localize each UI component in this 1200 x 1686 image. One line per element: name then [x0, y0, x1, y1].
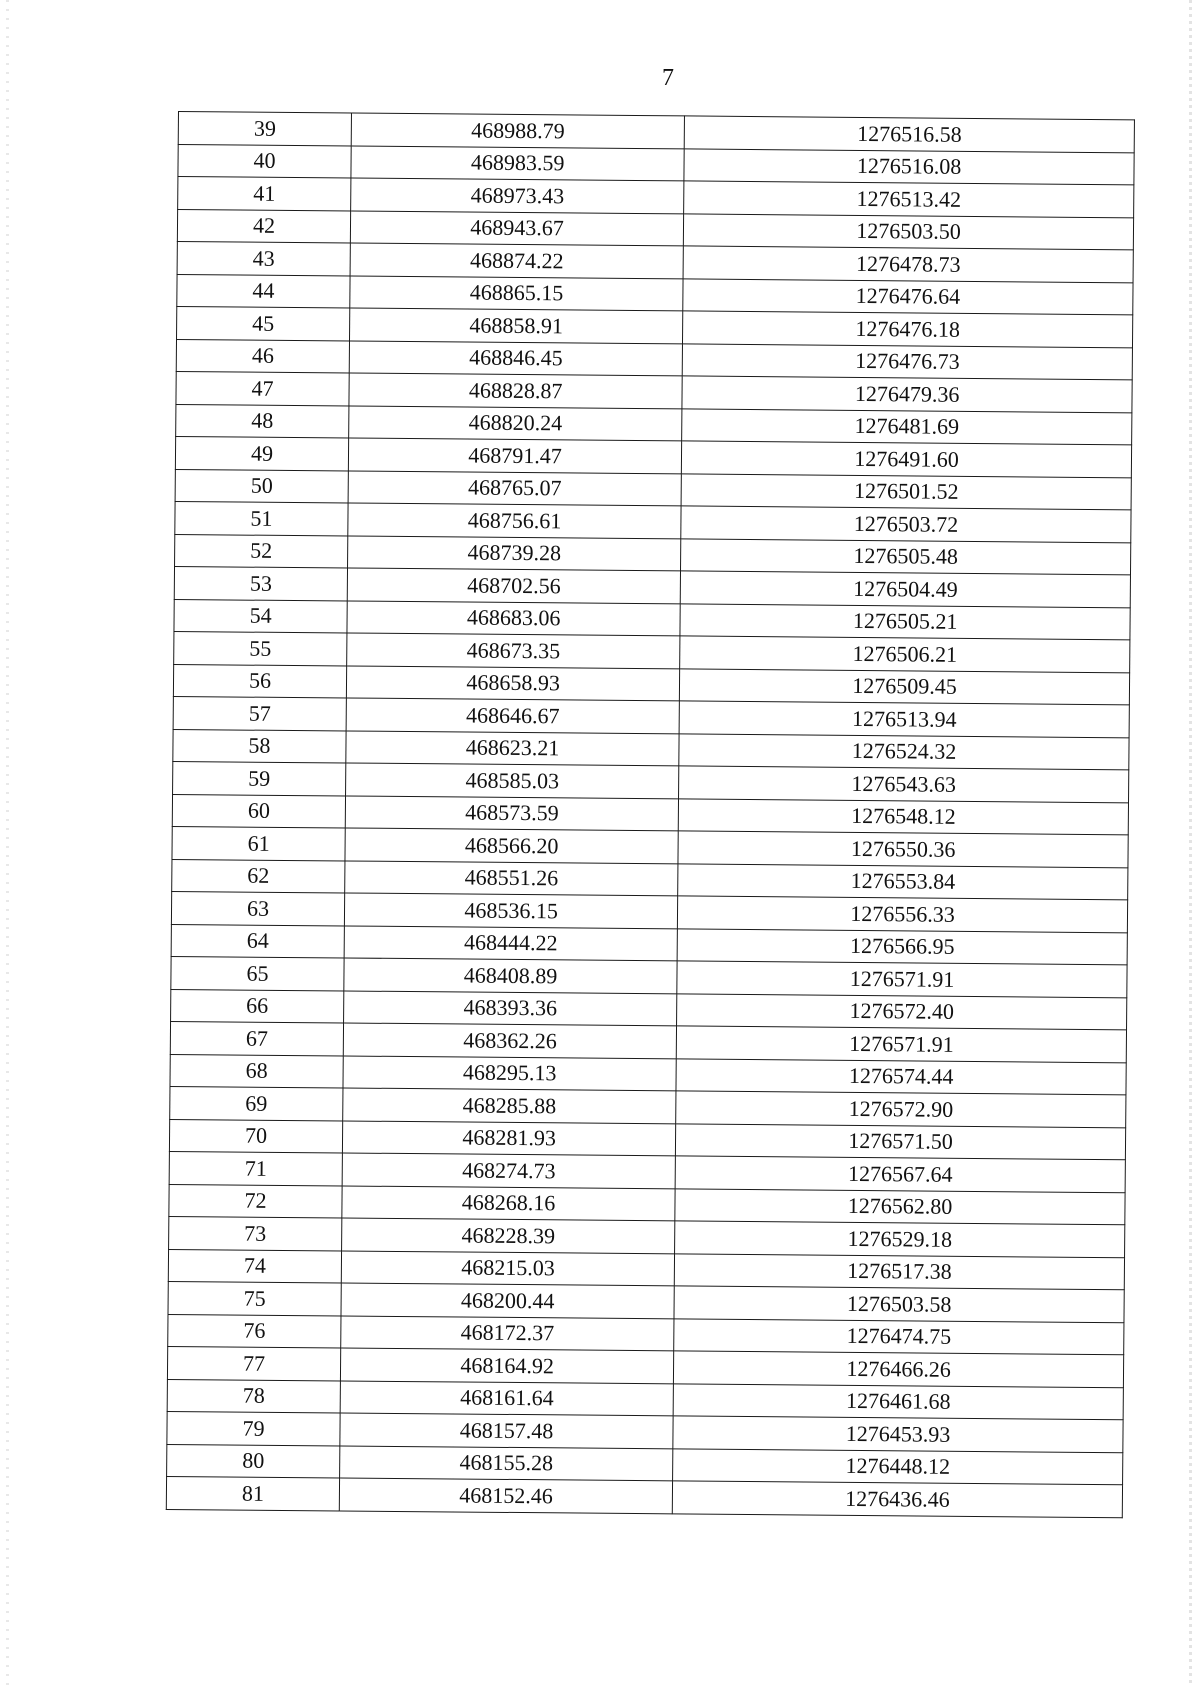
point-number-cell: 56: [173, 664, 346, 698]
point-number-cell: 59: [173, 761, 346, 795]
x-coordinate-cell: 468444.22: [344, 925, 677, 960]
y-coordinate-cell: 1276562.80: [675, 1188, 1125, 1224]
x-coordinate-cell: 468988.79: [351, 113, 684, 148]
point-number-cell: 52: [175, 534, 348, 568]
point-number-cell: 51: [175, 501, 348, 535]
y-coordinate-cell: 1276516.58: [684, 116, 1134, 152]
x-coordinate-cell: 468846.45: [349, 341, 682, 376]
y-coordinate-cell: 1276504.49: [680, 571, 1130, 607]
point-number-cell: 60: [172, 794, 345, 828]
x-coordinate-cell: 468739.28: [348, 535, 681, 570]
x-coordinate-cell: 468673.35: [347, 633, 680, 668]
y-coordinate-cell: 1276476.64: [683, 278, 1133, 314]
point-number-cell: 74: [168, 1249, 341, 1283]
point-number-cell: 67: [170, 1021, 343, 1055]
x-coordinate-cell: 468536.15: [344, 893, 677, 928]
y-coordinate-cell: 1276550.36: [678, 831, 1128, 867]
y-coordinate-cell: 1276503.72: [681, 506, 1131, 542]
point-number-cell: 47: [176, 371, 349, 405]
x-coordinate-cell: 468215.03: [341, 1250, 674, 1285]
y-coordinate-cell: 1276479.36: [682, 376, 1132, 412]
y-coordinate-cell: 1276529.18: [675, 1221, 1125, 1257]
point-number-cell: 63: [171, 891, 344, 925]
scan-edge-right: [1189, 0, 1192, 1686]
point-number-cell: 45: [177, 306, 350, 340]
y-coordinate-cell: 1276481.69: [682, 408, 1132, 444]
x-coordinate-cell: 468858.91: [350, 308, 683, 343]
x-coordinate-cell: 468828.87: [349, 373, 682, 408]
y-coordinate-cell: 1276543.63: [679, 766, 1129, 802]
y-coordinate-cell: 1276466.26: [674, 1351, 1124, 1387]
point-number-cell: 80: [167, 1444, 340, 1478]
y-coordinate-cell: 1276436.46: [672, 1481, 1122, 1517]
y-coordinate-cell: 1276567.64: [675, 1156, 1125, 1192]
y-coordinate-cell: 1276566.95: [677, 928, 1127, 964]
point-number-cell: 54: [174, 599, 347, 633]
x-coordinate-cell: 468683.06: [347, 600, 680, 635]
y-coordinate-cell: 1276571.91: [676, 1026, 1126, 1062]
y-coordinate-cell: 1276506.21: [680, 636, 1130, 672]
x-coordinate-cell: 468161.64: [340, 1380, 673, 1415]
x-coordinate-cell: 468172.37: [341, 1315, 674, 1350]
x-coordinate-cell: 468573.59: [345, 795, 678, 830]
point-number-cell: 79: [167, 1411, 340, 1445]
point-number-cell: 72: [169, 1184, 342, 1218]
x-coordinate-cell: 468566.20: [345, 828, 678, 863]
y-coordinate-cell: 1276513.42: [684, 181, 1134, 217]
point-number-cell: 61: [172, 826, 345, 860]
x-coordinate-cell: 468408.89: [344, 958, 677, 993]
x-coordinate-cell: 468393.36: [344, 990, 677, 1025]
point-number-cell: 44: [177, 274, 350, 308]
y-coordinate-cell: 1276553.84: [678, 863, 1128, 899]
point-number-cell: 76: [168, 1314, 341, 1348]
y-coordinate-cell: 1276524.32: [679, 733, 1129, 769]
y-coordinate-cell: 1276478.73: [683, 246, 1133, 282]
y-coordinate-cell: 1276503.50: [683, 213, 1133, 249]
x-coordinate-cell: 468983.59: [351, 146, 684, 181]
y-coordinate-cell: 1276476.18: [683, 311, 1133, 347]
point-number-cell: 57: [173, 696, 346, 730]
x-coordinate-cell: 468295.13: [343, 1055, 676, 1090]
x-coordinate-cell: 468646.67: [346, 698, 679, 733]
x-coordinate-cell: 468973.43: [351, 178, 684, 213]
y-coordinate-cell: 1276505.21: [680, 603, 1130, 639]
x-coordinate-cell: 468155.28: [340, 1445, 673, 1480]
point-number-cell: 58: [173, 729, 346, 763]
x-coordinate-cell: 468765.07: [348, 471, 681, 506]
x-coordinate-cell: 468551.26: [345, 860, 678, 895]
y-coordinate-cell: 1276548.12: [678, 798, 1128, 834]
y-coordinate-cell: 1276572.40: [677, 993, 1127, 1029]
y-coordinate-cell: 1276505.48: [681, 538, 1131, 574]
x-coordinate-cell: 468865.15: [350, 276, 683, 311]
point-number-cell: 68: [170, 1054, 343, 1088]
point-number-cell: 53: [174, 566, 347, 600]
x-coordinate-cell: 468285.88: [343, 1088, 676, 1123]
x-coordinate-cell: 468585.03: [346, 763, 679, 798]
y-coordinate-cell: 1276448.12: [673, 1448, 1123, 1484]
y-coordinate-cell: 1276513.94: [679, 701, 1129, 737]
x-coordinate-cell: 468157.48: [340, 1413, 673, 1448]
x-coordinate-cell: 468623.21: [346, 730, 679, 765]
x-coordinate-cell: 468943.67: [350, 211, 683, 246]
y-coordinate-cell: 1276453.93: [673, 1416, 1123, 1452]
point-number-cell: 55: [174, 631, 347, 665]
y-coordinate-cell: 1276491.60: [682, 441, 1132, 477]
y-coordinate-cell: 1276501.52: [681, 473, 1131, 509]
table-row: [166, 1476, 1122, 1517]
point-number-cell: 49: [175, 436, 348, 470]
x-coordinate-cell: 468658.93: [346, 665, 679, 700]
y-coordinate-cell: 1276517.38: [674, 1253, 1124, 1289]
point-number-cell: 39: [178, 112, 351, 146]
point-number-cell: 69: [170, 1086, 343, 1120]
point-number-cell: 41: [178, 177, 351, 211]
x-coordinate-cell: 468791.47: [348, 438, 681, 473]
y-coordinate-cell: 1276509.45: [680, 668, 1130, 704]
point-number-cell: 73: [169, 1216, 342, 1250]
coordinate-table-body: [166, 112, 1134, 1518]
x-coordinate-cell: 468228.39: [342, 1218, 675, 1253]
x-coordinate-cell: 468164.92: [341, 1348, 674, 1383]
point-number-cell: 77: [167, 1346, 340, 1380]
y-coordinate-cell: 1276503.58: [674, 1286, 1124, 1322]
point-number-cell: 64: [171, 924, 344, 958]
y-coordinate-cell: 1276516.08: [684, 148, 1134, 184]
point-number-cell: 43: [177, 241, 350, 275]
point-number-cell: 78: [167, 1379, 340, 1413]
y-coordinate-cell: 1276571.91: [677, 961, 1127, 997]
point-number-cell: 75: [168, 1281, 341, 1315]
y-coordinate-cell: 1276572.90: [676, 1091, 1126, 1127]
x-coordinate-cell: 468281.93: [342, 1120, 675, 1155]
point-number-cell: 46: [176, 339, 349, 373]
y-coordinate-cell: 1276461.68: [673, 1383, 1123, 1419]
x-coordinate-cell: 468152.46: [339, 1478, 672, 1513]
x-coordinate-cell: 468200.44: [341, 1283, 674, 1318]
x-coordinate-cell: 468268.16: [342, 1185, 675, 1220]
coordinate-table: [166, 111, 1135, 1518]
x-coordinate-cell: 468820.24: [349, 406, 682, 441]
y-coordinate-cell: 1276474.75: [674, 1318, 1124, 1354]
point-number-cell: 65: [171, 956, 344, 990]
y-coordinate-cell: 1276574.44: [676, 1058, 1126, 1094]
point-number-cell: 81: [166, 1476, 339, 1510]
point-number-cell: 50: [175, 469, 348, 503]
point-number-cell: 66: [171, 989, 344, 1023]
point-number-cell: 70: [169, 1119, 342, 1153]
y-coordinate-cell: 1276571.50: [676, 1123, 1126, 1159]
point-number-cell: 48: [176, 404, 349, 438]
x-coordinate-cell: 468362.26: [343, 1023, 676, 1058]
point-number-cell: 42: [177, 209, 350, 243]
point-number-cell: 71: [169, 1151, 342, 1185]
page-number: 7: [662, 65, 674, 91]
y-coordinate-cell: 1276476.73: [682, 343, 1132, 379]
x-coordinate-cell: 468274.73: [342, 1153, 675, 1188]
scan-edge-left: [6, 0, 9, 1686]
point-number-cell: 40: [178, 144, 351, 178]
x-coordinate-cell: 468702.56: [347, 568, 680, 603]
y-coordinate-cell: 1276556.33: [678, 896, 1128, 932]
x-coordinate-cell: 468874.22: [350, 243, 683, 278]
x-coordinate-cell: 468756.61: [348, 503, 681, 538]
point-number-cell: 62: [172, 859, 345, 893]
